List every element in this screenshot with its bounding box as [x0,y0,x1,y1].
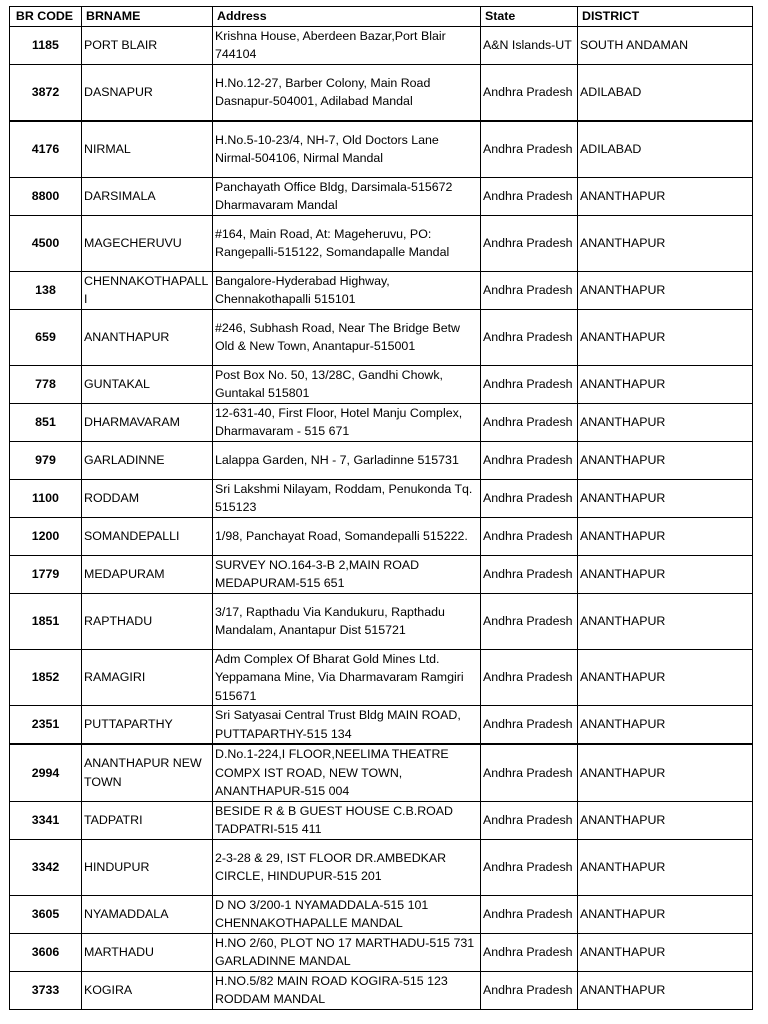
address-cell: Lalappa Garden, NH - 7, Garladinne 515731 [213,441,481,479]
district-cell: SOUTH ANDAMAN [578,26,753,64]
br-code-cell: 8800 [10,177,82,215]
state-cell: Andhra Pradesh [481,517,578,555]
table-row [10,839,753,895]
district-cell: ANANTHAPUR [578,403,753,441]
header-state: State [481,7,578,27]
district-cell: ANANTHAPUR [578,895,753,933]
br-code-cell: 778 [10,365,82,403]
address-cell: #246, Subhash Road, Near The Bridge Betw Old & New Town, Anantapur-515001 [213,309,481,365]
br-code-cell: 1779 [10,555,82,593]
table-row [10,121,753,178]
state-cell: Andhra Pradesh [481,895,578,933]
district-cell: ANANTHAPUR [578,365,753,403]
br-name-cell: GARLADINNE [82,441,213,479]
table-row [10,971,753,1009]
br-name-cell: MARTHADU [82,933,213,971]
br-code-cell: 1100 [10,479,82,517]
br-code-cell: 3341 [10,801,82,839]
district-cell: ANANTHAPUR [578,706,753,745]
br-name-cell: SOMANDEPALLI [82,517,213,555]
district-cell: ANANTHAPUR [578,971,753,1009]
table-row [10,744,753,801]
address-cell: 2-3-28 & 29, IST FLOOR DR.AMBEDKAR CIRCLE, HINDUPUR-515 201 [213,839,481,895]
district-cell: ADILABAD [578,64,753,121]
state-cell: Andhra Pradesh [481,593,578,649]
br-code-cell: 979 [10,441,82,479]
state-cell: Andhra Pradesh [481,801,578,839]
address-cell: Adm Complex Of Bharat Gold Mines Ltd. Yeppamana Mine, Via Dharmavaram Ramgiri 515671 [213,649,481,706]
header-br-name: BRNAME [82,7,213,27]
table-row [10,933,753,971]
address-cell: Sri Lakshmi Nilayam, Roddam, Penukonda Tq. 515123 [213,479,481,517]
state-cell: Andhra Pradesh [481,839,578,895]
header-address: Address [213,7,481,27]
address-cell: Bangalore-Hyderabad Highway, Chennakothapalli 515101 [213,271,481,309]
address-cell: Post Box No. 50, 13/28C, Gandhi Chowk, Guntakal 515801 [213,365,481,403]
br-name-cell: PORT BLAIR [82,26,213,64]
state-cell: Andhra Pradesh [481,933,578,971]
table-row [10,706,753,745]
table-row [10,177,753,215]
address-cell: #164, Main Road, At: Mageheruvu, PO: Rangepalli-515122, Somandapalle Mandal [213,215,481,271]
table-row [10,365,753,403]
address-cell: D NO 3/200-1 NYAMADDALA-515 101 CHENNAKOTHAPALLE MANDAL [213,895,481,933]
table-row [10,517,753,555]
br-name-cell: GUNTAKAL [82,365,213,403]
br-name-cell: TADPATRI [82,801,213,839]
address-cell: H.NO 2/60, PLOT NO 17 MARTHADU-515 731 GARLADINNE MANDAL [213,933,481,971]
address-cell: Panchayath Office Bldg, Darsimala-515672 Dharmavaram Mandal [213,177,481,215]
state-cell: Andhra Pradesh [481,215,578,271]
br-code-cell: 1185 [10,26,82,64]
address-cell: BESIDE R & B GUEST HOUSE C.B.ROAD TADPATRI-515 411 [213,801,481,839]
address-cell: H.No.5-10-23/4, NH-7, Old Doctors Lane Nirmal-504106, Nirmal Mandal [213,121,481,178]
br-code-cell: 138 [10,271,82,309]
state-cell: Andhra Pradesh [481,121,578,178]
br-code-cell: 3606 [10,933,82,971]
state-cell: Andhra Pradesh [481,365,578,403]
state-cell: Andhra Pradesh [481,309,578,365]
address-cell: SURVEY NO.164-3-B 2,MAIN ROAD MEDAPURAM-515 651 [213,555,481,593]
br-code-cell: 4500 [10,215,82,271]
table-row [10,271,753,309]
br-name-cell: ANANTHAPUR [82,309,213,365]
branch-table [9,6,753,1010]
table-row [10,479,753,517]
district-cell: ANANTHAPUR [578,177,753,215]
table-row [10,593,753,649]
state-cell: Andhra Pradesh [481,403,578,441]
br-name-cell: CHENNAKOTHAPALLI [82,271,213,309]
br-code-cell: 4176 [10,121,82,178]
district-cell: ANANTHAPUR [578,555,753,593]
table-row [10,801,753,839]
br-name-cell: MEDAPURAM [82,555,213,593]
br-code-cell: 3733 [10,971,82,1009]
address-cell: 3/17, Rapthadu Via Kandukuru, Rapthadu Mandalam, Anantapur Dist 515721 [213,593,481,649]
state-cell: Andhra Pradesh [481,64,578,121]
address-cell: H.NO.5/82 MAIN ROAD KOGIRA-515 123 RODDAM MANDAL [213,971,481,1009]
header-district: DISTRICT [578,7,753,27]
district-cell: ANANTHAPUR [578,309,753,365]
br-name-cell: RAMAGIRI [82,649,213,706]
table-row [10,215,753,271]
district-cell: ANANTHAPUR [578,479,753,517]
table-row [10,649,753,706]
br-code-cell: 1852 [10,649,82,706]
district-cell: ANANTHAPUR [578,441,753,479]
state-cell: Andhra Pradesh [481,706,578,745]
address-cell: 12-631-40, First Floor, Hotel Manju Complex, Dharmavaram - 515 671 [213,403,481,441]
br-code-cell: 3605 [10,895,82,933]
table-row [10,403,753,441]
br-name-cell: NYAMADDALA [82,895,213,933]
br-name-cell: PUTTAPARTHY [82,706,213,745]
district-cell: ADILABAD [578,121,753,178]
br-code-cell: 659 [10,309,82,365]
state-cell: Andhra Pradesh [481,479,578,517]
br-name-cell: RAPTHADU [82,593,213,649]
br-code-cell: 3872 [10,64,82,121]
state-cell: Andhra Pradesh [481,971,578,1009]
branch-rows [10,26,753,1009]
br-name-cell: MAGECHERUVU [82,215,213,271]
br-code-cell: 1200 [10,517,82,555]
district-cell: ANANTHAPUR [578,933,753,971]
header-row [10,7,753,27]
state-cell: Andhra Pradesh [481,177,578,215]
state-cell: Andhra Pradesh [481,649,578,706]
br-name-cell: ANANTHAPUR NEW TOWN [82,744,213,801]
state-cell: A&N Islands-UT [481,26,578,64]
address-cell: H.No.12-27, Barber Colony, Main Road Dasnapur-504001, Adilabad Mandal [213,64,481,121]
br-name-cell: NIRMAL [82,121,213,178]
br-name-cell: DARSIMALA [82,177,213,215]
table-row [10,64,753,121]
district-cell: ANANTHAPUR [578,801,753,839]
state-cell: Andhra Pradesh [481,744,578,801]
br-name-cell: DASNAPUR [82,64,213,121]
state-cell: Andhra Pradesh [481,271,578,309]
state-cell: Andhra Pradesh [481,441,578,479]
district-cell: ANANTHAPUR [578,744,753,801]
br-code-cell: 2351 [10,706,82,745]
district-cell: ANANTHAPUR [578,215,753,271]
address-cell: Sri Satyasai Central Trust Bldg MAIN ROAD, PUTTAPARTHY-515 134 [213,706,481,745]
address-cell: Krishna House, Aberdeen Bazar,Port Blair 744104 [213,26,481,64]
br-name-cell: HINDUPUR [82,839,213,895]
br-name-cell: DHARMAVARAM [82,403,213,441]
header-br-code: BR CODE [10,7,82,27]
br-code-cell: 2994 [10,744,82,801]
table-row [10,555,753,593]
br-code-cell: 851 [10,403,82,441]
table-row [10,26,753,64]
table-row [10,895,753,933]
district-cell: ANANTHAPUR [578,271,753,309]
table-row [10,441,753,479]
br-code-cell: 3342 [10,839,82,895]
address-cell: D.No.1-224,I FLOOR,NEELIMA THEATRE COMPX IST ROAD, NEW TOWN, ANANTHAPUR-515 004 [213,744,481,801]
district-cell: ANANTHAPUR [578,593,753,649]
table-row [10,309,753,365]
address-cell: 1/98, Panchayat Road, Somandepalli 515222. [213,517,481,555]
district-cell: ANANTHAPUR [578,649,753,706]
br-code-cell: 1851 [10,593,82,649]
br-name-cell: RODDAM [82,479,213,517]
district-cell: ANANTHAPUR [578,517,753,555]
state-cell: Andhra Pradesh [481,555,578,593]
district-cell: ANANTHAPUR [578,839,753,895]
br-name-cell: KOGIRA [82,971,213,1009]
